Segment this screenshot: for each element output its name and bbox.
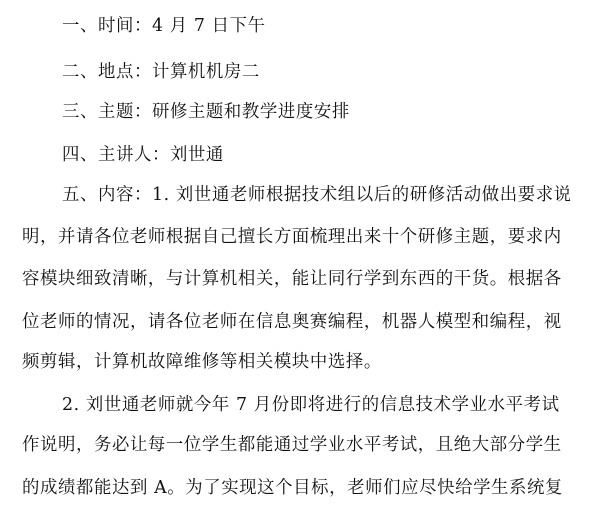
content-paragraph-2-line-2: 作说明，务必让每一位学生都能通过学业水平考试，且绝大部分学生 (22, 435, 562, 455)
content-paragraph-1-line-5: 频剪辑，计算机故障维修等相关模块中选择。 (22, 352, 382, 372)
content-paragraph-2-line-1: 2. 刘世通老师就今年 7 月份即将进行的信息技术学业水平考试 (62, 395, 560, 415)
item-place: 二、地点：计算机机房二 (62, 62, 260, 82)
content-paragraph-2-line-3: 的成绩都能达到 A。为了实现这个目标，老师们应尽快给学生系统复 (22, 478, 564, 498)
item-topic: 三、主题：研修主题和教学进度安排 (62, 102, 350, 122)
content-paragraph-1-line-1: 五、内容：1. 刘世通老师根据技术组以后的研修活动做出要求说 (62, 185, 572, 205)
item-time: 一、时间：4 月 7 日下午 (62, 16, 266, 36)
content-paragraph-1-line-2: 明，并请各位老师根据自己擅长方面梳理出来十个研修主题，要求内 (22, 227, 562, 247)
content-paragraph-1-line-4: 位老师的情况，请各位老师在信息奥赛编程，机器人模型和编程，视 (22, 312, 562, 332)
content-paragraph-1-line-3: 容模块细致清晰，与计算机相关，能让同行学到东西的干货。根据各 (22, 269, 562, 289)
item-speaker: 四、主讲人：刘世通 (62, 145, 224, 165)
